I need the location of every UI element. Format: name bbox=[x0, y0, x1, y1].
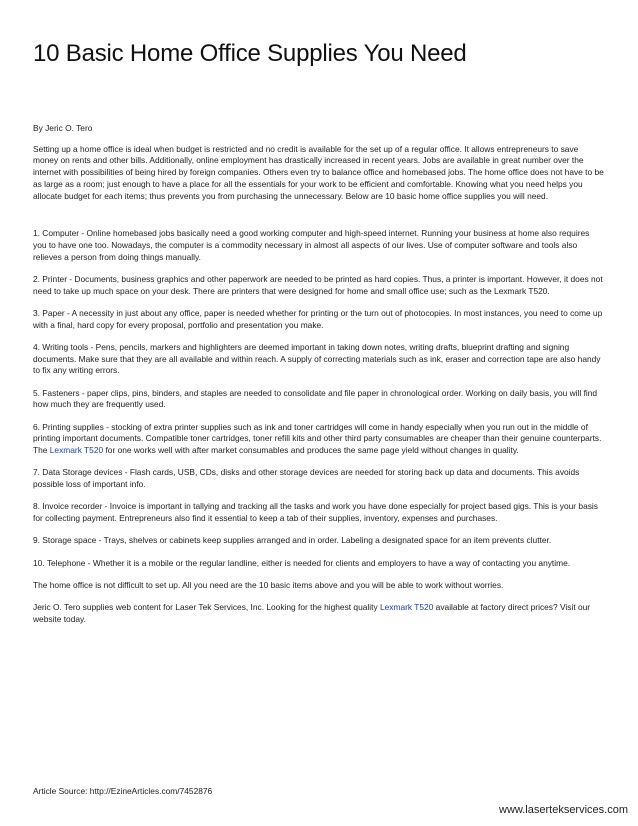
item6-text-before: 6. Printing supplies - stocking of extra printer supplies such as ink and toner cartridges will come in handy especially when you run out in the middle of printing important documents. Compatible toner cartridges, toner refill kits and other third party consumables are cheaper than their genuine counterparts. The bbox=[33, 421, 602, 456]
lexmark-t520-bio-link[interactable]: Lexmark T520 bbox=[379, 602, 434, 613]
list-item-writing-tools: 4. Writing tools - Pens, pencils, markers and highlighters are deemed important in taking down notes, writing drafts, blueprint drafting and signing documents. Make sure that they are all available and within reach. A supply of correcting materials such as ink, eraser and correction tape are also handy to fix any writing errors. bbox=[33, 341, 601, 376]
intro-paragraph: Setting up a home office is ideal when budget is restricted and no credit is available for the set up of a regular office. It allows entrepreneurs to save money on rents and other bills. Additionally, online employment has drastically increased in recent years. Jobs are available in great number over the internet with possibilities of being hired by foreign companies. Others even try to balance office and homebased jobs. The home office does not have to be as large as a room; just enough to have a place for all the essentials for your work to be efficient and comfortable. Knowing what you need helps you allocate budget for each items; thus prevents you from purchasing the unnecessary. Below are 10 basic home office supplies you will need. bbox=[33, 143, 604, 201]
list-item-data-storage: 7. Data Storage devices - Flash cards, USB, CDs, disks and other storage devices are needed for storing back up data and documents. This avoids possible loss of important info. bbox=[33, 467, 580, 490]
article-title: 10 Basic Home Office Supplies You Need bbox=[33, 40, 467, 67]
footer-website-url: www.lasertekservices.com bbox=[499, 804, 628, 816]
list-item-telephone: 10. Telephone - Whether it is a mobile or the regular landline, either is needed for clients and employers to have a way of contacting you anytime. bbox=[33, 557, 571, 568]
bio-text-after: available at factory direct prices? Visit our website today. bbox=[33, 602, 591, 624]
item6-text-after: for one works well with after market consumables and produces the same page yield without changes in quality. bbox=[103, 445, 519, 456]
author-bio bbox=[33, 602, 605, 625]
list-item-computer: 1. Computer - Online homebased jobs basically need a good working computer and high-speed internet. Running your business at home also requires you to have one too. Nowadays, the computer is a commodity necessary in almost all aspects of our lives. Use of computer software and tools also relieves a person from doing things manually. bbox=[33, 228, 590, 262]
article-body bbox=[33, 123, 605, 626]
byline: By Jeric O. Tero bbox=[33, 123, 93, 133]
closing-paragraph: The home office is not difficult to set up. All you need are the 10 basic items above and you will be able to work without worries. bbox=[33, 579, 504, 590]
lexmark-t520-link[interactable]: Lexmark T520 bbox=[49, 445, 104, 456]
list-item-paper: 3. Paper - A necessity in just about any office, paper is needed whether for printing or the turn out of photocopies. In most instances, you need to come up with a final, hard copy for every proposal, portfolio and presentation you make. bbox=[33, 307, 603, 330]
list-item-printer: 2. Printer - Documents, business graphics and other paperwork are needed to be printed as hard copies. Thus, a printer is important. However, it does not need to take up much space on your desk. There are printers that were designed for home and small office use; such as the Lexmark T520. bbox=[33, 273, 603, 296]
list-item-printing-supplies bbox=[33, 422, 605, 457]
list-item-storage-space: 9. Storage space - Trays, shelves or cabinets keep supplies arranged and in order. Labeling a designated space for an item prevents clutter. bbox=[33, 535, 552, 546]
list-item-invoice-recorder: 8. Invoice recorder - Invoice is important in tallying and tracking all the tasks and work you have done especially for project based gigs. This is your basis for collecting payment. Entrepreneurs also find it essential to keep a tab of their supplies, inventory, expenses and purchases. bbox=[33, 501, 598, 524]
list-item-fasteners: 5. Fasteners - paper clips, pins, binders, and staples are needed to consolidate and file paper in chronological order. Working on daily basis, you will find how much they are frequently used. bbox=[33, 387, 598, 410]
article-source: Article Source: http://EzineArticles.com/7452876 bbox=[33, 786, 213, 796]
bio-text-before: Jeric O. Tero supplies web content for Laser Tek Services, Inc. Looking for the highest quality bbox=[33, 602, 380, 613]
